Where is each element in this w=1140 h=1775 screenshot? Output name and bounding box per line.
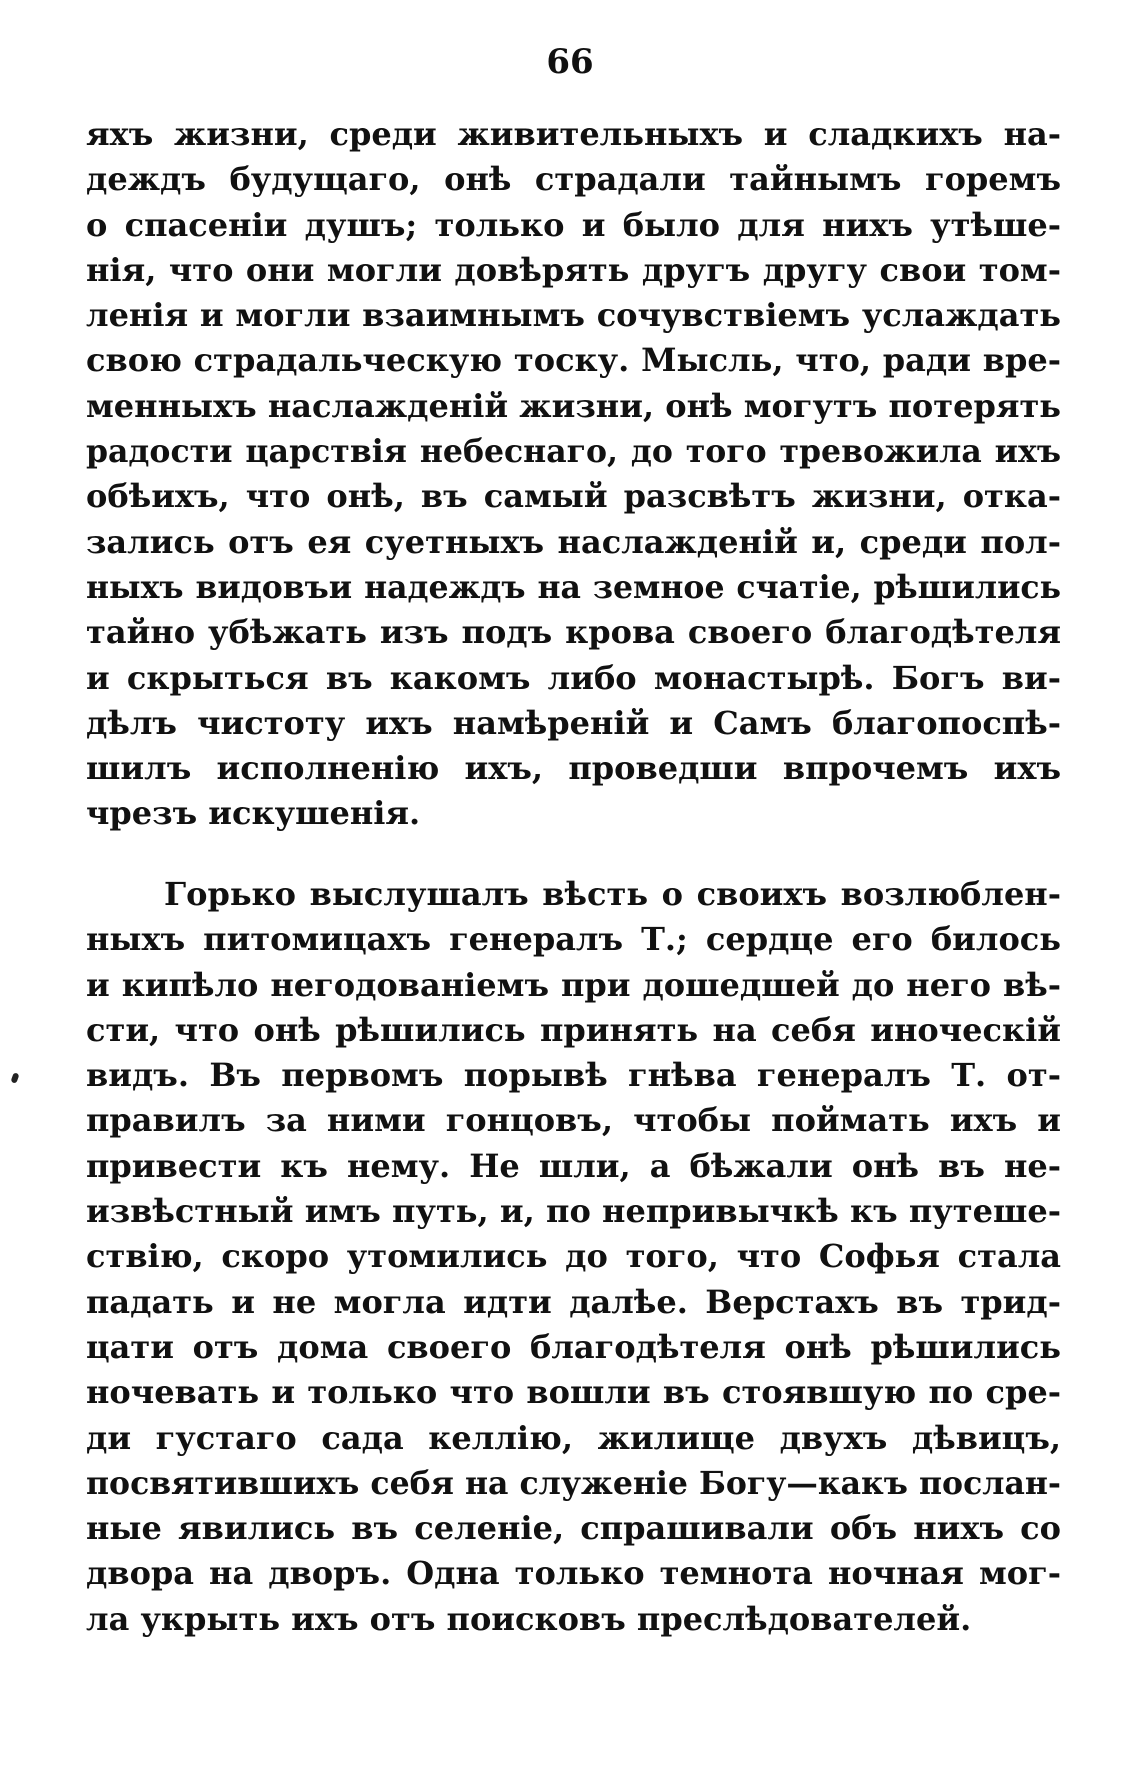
text-line: зались отъ ея суетныхъ наслажденій и, среди пол-	[86, 522, 1061, 561]
text-line: правилъ за ними гонцовъ, чтобы поймать ихъ и	[86, 1101, 1061, 1140]
text-line: и скрыться въ какомъ либо монастырѣ. Богъ ви-	[86, 658, 1061, 697]
text-line: ныхъ видовъи надеждъ на земное счатіе, рѣшились	[86, 568, 1061, 606]
text-line: деждъ будущаго, онѣ страдали тайнымъ горемъ	[86, 160, 1061, 199]
text-line: двора на дворъ. Одна только темнота ночная мог-	[86, 1554, 1061, 1593]
text-line: Горько выслушалъ вѣсть о своихъ возлюблен-	[164, 875, 1061, 913]
paragraph-2	[86, 872, 1061, 1642]
text-line: ла укрыть ихъ отъ поисковъ преслѣдователей.	[86, 1599, 972, 1638]
text-line: ныхъ питомицахъ генералъ Т.; сердце его билось	[86, 920, 1061, 959]
text-line: привести къ нему. Не шли, а бѣжали онѣ въ не-	[86, 1146, 1061, 1185]
paragraph-1	[86, 112, 1061, 837]
text-line: посвятившихъ себя на служеніе Богу—какъ послан-	[86, 1464, 1061, 1502]
text-line: дѣлъ чистоту ихъ намѣреній и Самъ благопоспѣ-	[86, 703, 1061, 742]
text-line: яхъ жизни, среди живительныхъ и сладкихъ на-	[86, 115, 1061, 153]
text-line: видъ. Въ первомъ порывѣ гнѣва генералъ Т. от-	[86, 1056, 1061, 1095]
text-line: ные явились въ селеніе, спрашивали объ нихъ со	[86, 1509, 1061, 1548]
text-line: сти, что онѣ рѣшились принять на себя иноческій	[86, 1010, 1061, 1049]
text-line: шилъ исполненію ихъ, проведши впрочемъ ихъ	[86, 749, 1061, 788]
margin-ink-mark	[10, 1072, 19, 1083]
page-number: 66	[546, 42, 594, 82]
text-line: падать и не могла идти далѣе. Верстахъ въ трид-	[86, 1282, 1061, 1321]
text-line: извѣстный имъ путь, и, по непривычкѣ къ путеше-	[86, 1192, 1061, 1231]
text-line: чрезъ искушенія.	[86, 794, 421, 833]
text-line: радости царствія небеснаго, до того тревожила ихъ	[86, 433, 1061, 471]
text-line: ди густаго сада келлію, жилище двухъ дѣвицъ,	[86, 1418, 1061, 1457]
text-line: обѣихъ, что онѣ, въ самый разсвѣтъ жизни, отка-	[86, 477, 1061, 516]
text-line: нія, что они могли довѣрять другъ другу свои том-	[86, 250, 1061, 289]
text-line: цати отъ дома своего благодѣтеля онѣ рѣшились	[86, 1327, 1061, 1366]
text-line: свою страдальческую тоску. Мысль, что, ради вре-	[86, 341, 1061, 380]
text-line: и кипѣло негодованіемъ при дошедшей до него вѣ-	[86, 965, 1061, 1004]
text-line: о спасеніи душъ; только и было для нихъ утѣше-	[86, 205, 1061, 244]
text-line: ночевать и только что вошли въ стоявшую по сре-	[86, 1373, 1061, 1412]
text-line: тайно убѣжать изъ подъ крова своего благодѣтеля	[86, 613, 1061, 652]
text-line: менныхъ наслажденій жизни, онѣ могутъ потерять	[86, 386, 1061, 425]
text-line: ленія и могли взаимнымъ сочувствіемъ услаждать	[86, 296, 1061, 335]
text-line: ствію, скоро утомились до того, что Софья стала	[86, 1237, 1061, 1276]
